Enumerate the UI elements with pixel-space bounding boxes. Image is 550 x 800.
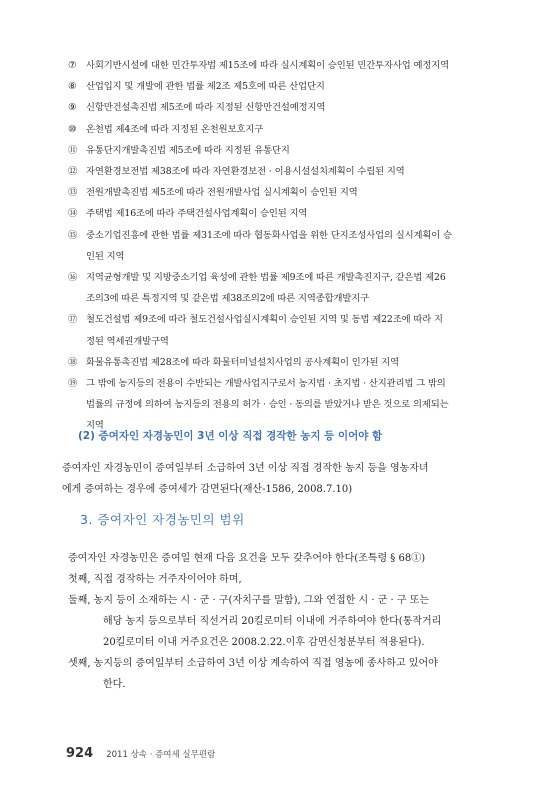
list-item-number: ⑭ — [68, 208, 78, 220]
list-item-number: ⑫ — [68, 166, 78, 178]
list-item-text — [86, 161, 498, 182]
list-item-line: 화물유통촉진법 제28조에 따라 화물터미널설치사업의 공사계획이 인가된 지역 — [86, 356, 399, 368]
requirements-body — [68, 548, 498, 695]
designated-area-list — [68, 55, 498, 437]
list-item-line: 인된 지역 — [86, 250, 125, 262]
list-item-line: 사회기반시설에 대한 민간투자법 제15조에 따라 실시계획이 승인된 민간투자사업 예정지역 — [86, 60, 450, 71]
list-item-text — [86, 225, 498, 267]
list-item-number: ⑦ — [68, 60, 77, 71]
list-item-line: 유통단지개발촉진법 제5조에 따라 지정된 유통단지 — [86, 144, 290, 156]
book-title: 2011 상속 · 증여세 실무편람 — [106, 750, 216, 760]
requirement-line: 한다. — [103, 679, 126, 690]
list-item-number: ⑯ — [68, 272, 78, 284]
list-item-line: 전원개발촉진법 제5조에 따라 전원개발사업 실시계획이 승인된 지역 — [86, 187, 358, 199]
list-item — [68, 161, 498, 182]
list-item-line: 자연환경보전법 제38조에 따라 자연환경보전 · 이용시설설치계획이 수립된 지역 — [86, 166, 405, 178]
list-item — [68, 203, 498, 224]
requirement-line: 증여자인 자경농민은 증여일 현재 다음 요건을 모두 갖추어야 한다(조특령 § 68①) — [68, 553, 426, 564]
page-number: 924 — [66, 746, 94, 761]
list-item-number: ⑱ — [68, 356, 78, 368]
paragraph-three-years — [62, 458, 502, 500]
list-item-text — [86, 55, 498, 76]
list-item-number: ⑨ — [68, 102, 77, 114]
list-item-line: 온천법 제4조에 따라 지정된 온천원보호지구 — [86, 123, 264, 135]
list-item-line: 신항만건설촉진법 제5조에 따라 지정된 신항만건설예정지역 — [86, 102, 326, 114]
section-title: 3. 증여자인 자경농민의 범위 — [80, 512, 245, 527]
list-item — [68, 76, 498, 97]
requirement-line: 셋째, 농지등의 증여일부터 소급하여 3년 이상 계속하여 직접 영농에 종사하고 있어야 — [68, 658, 438, 669]
subheading: (2) 증여자인 자경농민이 3년 이상 직접 경작한 농지 등 이어야 함 — [78, 430, 383, 442]
list-item-number: ⑬ — [68, 187, 78, 199]
list-item-text — [86, 97, 498, 118]
requirement-line: 첫째, 직접 경작하는 거주자이어야 하며, — [68, 574, 242, 585]
page-footer — [66, 742, 215, 761]
list-item-line: 법률의 규정에 의하여 농지등의 전용의 허가 · 승인 · 동의를 받았거나 받은 것으로 의제되는 — [86, 399, 449, 411]
list-item-line: 산업입지 및 개발에 관한 법률 제2조 제5호에 따른 산업단지 — [86, 81, 325, 93]
list-item — [68, 352, 498, 373]
list-item-line: 지역균형개발 및 지방중소기업 육성에 관한 법률 제9조에 따른 개발촉진지구, 같은법 제26 — [86, 272, 446, 284]
requirement-line: 해당 농지 등으로부터 직선거리 20킬로미터 이내에 거주하여야 한다(통작거리 — [103, 616, 442, 627]
list-item-line: 조의3에 따른 특정지역 및 같은법 제38조의2에 따른 지역종합개발지구 — [86, 293, 370, 305]
list-item-number: ⑩ — [68, 123, 77, 135]
list-item-text — [86, 76, 498, 97]
list-item — [68, 267, 498, 309]
requirement-line: 둘째, 농지 등이 소재하는 시 · 군 · 구(자치구를 말함), 그와 연접한 시 · 군 · 구 또는 — [68, 595, 430, 606]
list-item — [68, 182, 498, 203]
list-item-text — [86, 352, 498, 373]
requirement-line: 20킬로미터 이내 거주요건은 2008.2.22.이후 감면신청분부터 적용된다). — [103, 637, 425, 648]
list-item-line: 중소기업진흥에 관한 법률 제31조에 따라 협동화사업을 위한 단지조성사업의 실시계획이 승 — [86, 229, 452, 241]
list-item-text — [86, 182, 498, 203]
list-item-line: 정된 역세권개발구역 — [86, 335, 169, 347]
list-item-line: 주택법 제16조에 따라 주택건설사업계획이 승인된 지역 — [86, 208, 308, 220]
list-item-line: 지역 — [86, 420, 104, 432]
list-item — [68, 309, 498, 351]
paragraph-line: 증여자인 자경농민이 증여일부터 소급하여 3년 이상 직접 경작한 농지 등을 영농자녀 — [62, 463, 429, 474]
list-item-number: ⑲ — [68, 378, 78, 390]
list-item-text — [86, 203, 498, 224]
paragraph-line: 에게 증여하는 경우에 증여세가 감면된다(재산-1586, 2008.7.10) — [62, 484, 353, 495]
list-item — [68, 225, 498, 267]
list-item-line: 그 밖에 농지등의 전용이 수반되는 개발사업지구로서 농지법 · 초지법 · 산지관리법 그 밖의 — [86, 378, 446, 390]
list-item — [68, 140, 498, 161]
list-item-number: ⑰ — [68, 314, 78, 326]
list-item-text — [86, 267, 498, 309]
list-item-number: ⑮ — [68, 229, 78, 241]
list-item — [68, 97, 498, 118]
list-item-text — [86, 140, 498, 161]
list-item — [68, 119, 498, 140]
list-item — [68, 55, 498, 76]
list-item-text — [86, 309, 498, 351]
list-item-text — [86, 119, 498, 140]
list-item-line: 철도건설법 제9조에 따라 철도건설사업실시계획이 승인된 지역 및 동법 제22조에 따라 지 — [86, 314, 443, 326]
list-item-number: ⑪ — [68, 144, 78, 156]
list-item-number: ⑧ — [68, 81, 77, 93]
